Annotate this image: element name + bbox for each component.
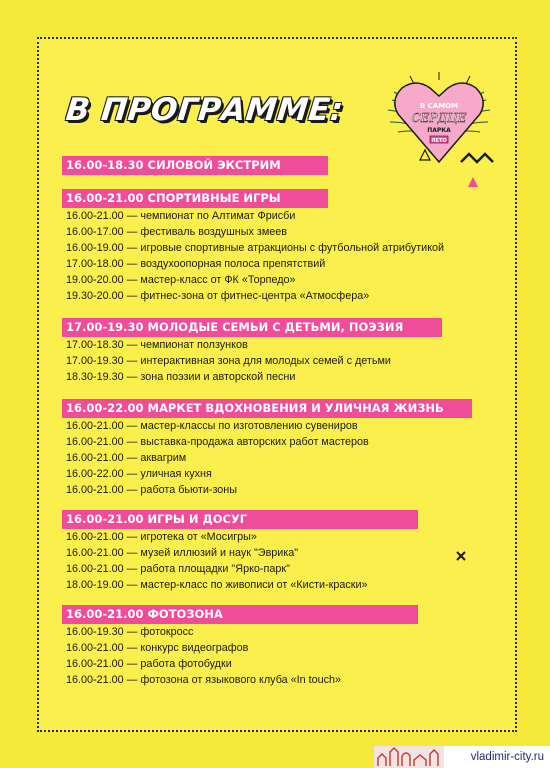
outline-triangle-decoration [418,148,432,162]
list-item: 18.30-19.30 — зона поэзии и авторской песни [66,371,296,383]
logo-line-2: СЕРДЦЕ [411,111,467,125]
list-item: 16.00-21.00 — выставка-продажа авторских работ мастеров [66,436,369,448]
list-item: 16.00-21.00 — аквагрим [66,452,187,464]
watermark-text: vladimir-city.ru [470,751,544,763]
section-heading-market-street-life: 16.00-22.00 МАРКЕТ ВДОХНОВЕНИЯ И УЛИЧНАЯ ЖИЗНЬ [62,399,472,418]
section-heading-strength-extreme: 16.00-18.30 СИЛОВОЙ ЭКСТРИМ [62,156,328,175]
list-item: 16.00-21.00 — мастер-классы по изготовлению сувениров [66,420,358,432]
list-item: 16.00-21.00 — чемпионат по Алтимат Фрисби [66,210,296,222]
page-title: В ПРОГРАММЕ: [64,92,346,128]
zigzag-decoration [459,150,499,174]
list-item: 19.00-20.00 — мастер-класс от ФК «Торпедо» [66,274,296,286]
section-heading-families-poetry: 17.00-19.30 МОЛОДЫЕ СЕМЬИ С ДЕТЬМИ, ПОЭЗИЯ [62,318,442,337]
list-item: 17.00-18.00 — воздухоопорная полоса препятствий [66,258,326,270]
list-item: 16.00-21.00 — фотозона от языкового клуба «In touch» [66,674,342,686]
list-item: 19.30-20.00 — фитнес-зона от фитнес-центра «Атмосфера» [66,290,370,302]
section-heading-sport-games: 16.00-21.00 СПОРТИВНЫЕ ИГРЫ [62,189,328,208]
list-item: 16.00-17.00 — фестиваль воздушных змеев [66,226,288,238]
logo-line-3: ПАРКА [427,127,451,134]
city-skyline-icon [374,746,444,768]
site-watermark [374,746,550,768]
list-item: 16.00-21.00 — работа площадки "Ярко-парк" [66,563,290,575]
pink-triangle-decoration [466,175,480,189]
list-item: 16.00-19.00 — игровые спортивные атракционы с футбольной атрибутикой [66,242,445,254]
list-item: 16.00-19.30 — фотокросс [66,626,194,638]
list-item: 16.00-21.00 — игротека от «Мосигры» [66,531,257,543]
list-item: 16.00-21.00 — работа бьюти-зоны [66,484,238,496]
cross-decoration [455,550,467,562]
list-item: 18.00-19.00 — мастер-класс по живописи от «Кисти-краски» [66,579,368,591]
list-item: 16.00-21.00 — конкурс видеографов [66,642,249,654]
section-heading-photo-zone: 16.00-21.00 ФОТОЗОНА [62,605,418,624]
list-item: 17.00-19.30 — интерактивная зона для молодых семей с детьми [66,355,391,367]
logo-line-1: В САМОМ [419,102,459,110]
list-item: 16.00-22.00 — уличная кухня [66,468,212,480]
list-item: 16.00-21.00 — музей иллюзий и наук "Эврика" [66,547,299,559]
logo-line-4: ЛЕТО [431,138,447,144]
list-item: 17.00-18.30 — чемпионат ползунков [66,339,248,351]
list-item: 16.00-21.00 — работа фотобудки [66,658,232,670]
section-heading-games-leisure: 16.00-21.00 ИГРЫ И ДОСУГ [62,510,418,529]
